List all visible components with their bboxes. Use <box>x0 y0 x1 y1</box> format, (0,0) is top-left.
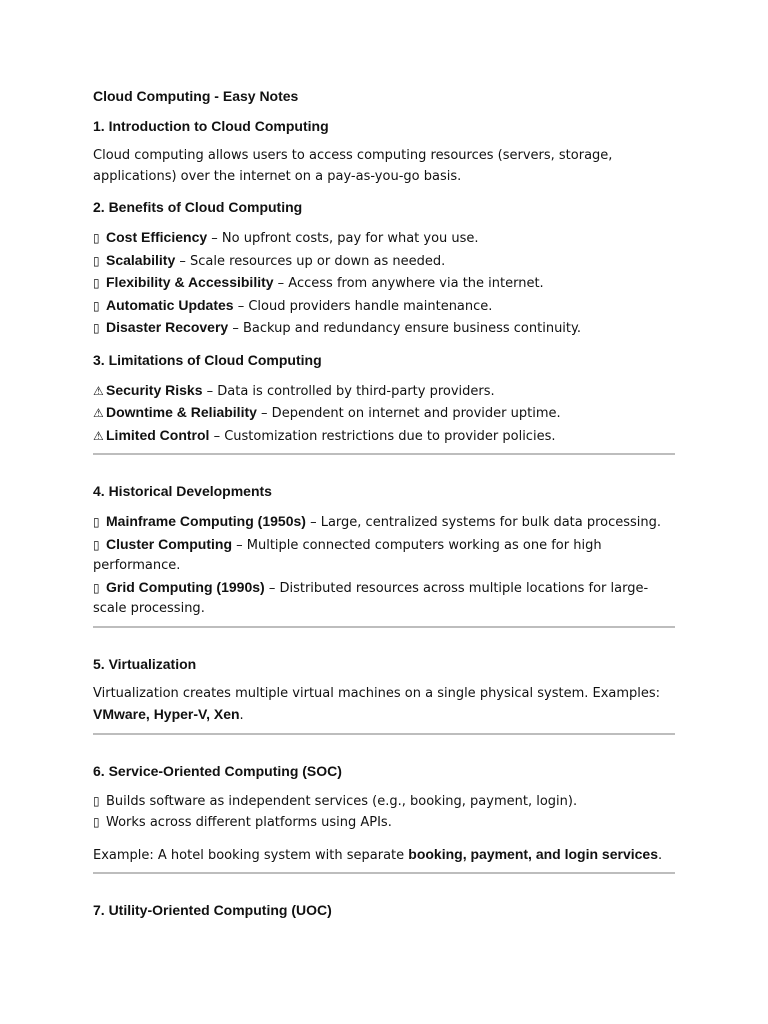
list-item <box>93 511 675 534</box>
soc-example-text: Example: A hotel booking system with separate <box>93 847 409 863</box>
list-item-desc: – Backup and redundancy ensure business continuity. <box>228 321 581 336</box>
section-divider <box>93 872 675 874</box>
section-heading-limitations: 3. Limitations of Cloud Computing <box>93 351 322 368</box>
list-item <box>93 380 675 403</box>
list-item-term: Cluster Computing <box>106 535 232 552</box>
section-heading-soc: 6. Service-Oriented Computing (SOC) <box>93 762 342 779</box>
box-icon: ▯ <box>93 253 100 268</box>
box-icon: ▯ <box>93 537 100 552</box>
list-item <box>93 534 675 577</box>
introduction-paragraph: Cloud computing allows users to access computing resources (servers, storage, applications) over the internet on a pay-as-you-go basis. <box>93 148 613 184</box>
list-item-desc: – Scale resources up or down as needed. <box>175 253 446 269</box>
historical-list <box>93 511 675 620</box>
warning-icon: ⚠ <box>93 428 104 443</box>
list-item-desc: – Dependent on internet and provider uptime. <box>256 406 561 421</box>
list-item <box>93 425 675 448</box>
soc-list <box>93 791 675 834</box>
list-item-term: Mainframe Computing (1950s) <box>106 513 306 529</box>
virtualization-paragraph <box>93 684 675 727</box>
box-icon: ▯ <box>93 231 100 245</box>
box-icon: ▯ <box>93 298 100 313</box>
list-item-term: Flexibility & Accessibility <box>106 274 274 290</box>
document-page <box>93 86 675 930</box>
section-heading-virtualization: 5. Virtualization <box>93 655 197 672</box>
list-item-term: Downtime & Reliability <box>106 404 257 420</box>
section-heading-benefits: 2. Benefits of Cloud Computing <box>93 199 303 215</box>
list-item-desc: – Cloud providers handle maintenance. <box>233 298 493 314</box>
list-item <box>93 227 675 250</box>
list-item <box>93 791 675 813</box>
warning-icon: ⚠ <box>93 383 104 398</box>
box-icon: ▯ <box>93 793 100 808</box>
list-item-desc: – Multiple connected computers working as one for high performance. <box>93 537 602 573</box>
soc-example-suffix: . <box>658 847 663 863</box>
soc-example-paragraph <box>93 844 675 867</box>
list-item-term: Grid Computing (1990s) <box>106 578 265 595</box>
virtualization-examples: VMware, Hyper-V, Xen <box>93 706 240 722</box>
box-icon: ▯ <box>93 580 100 595</box>
box-icon: ▯ <box>93 515 100 529</box>
section-heading-historical: 4. Historical Developments <box>93 483 272 499</box>
section-heading-introduction: 1. Introduction to Cloud Computing <box>93 118 329 134</box>
list-item-desc: – Customization restrictions due to provider policies. <box>209 428 556 444</box>
soc-example-services: booking, payment, and login services <box>408 845 658 862</box>
list-item-desc: – Large, centralized systems for bulk data processing. <box>305 515 662 530</box>
list-item-desc: – Data is controlled by third-party providers. <box>202 383 495 399</box>
list-item-desc: – Access from anywhere via the internet. <box>273 276 544 291</box>
box-icon: ▯ <box>93 276 100 290</box>
list-item-term: Disaster Recovery <box>106 319 229 335</box>
virtualization-text: Virtualization creates multiple virtual machines on a single physical system. Examples: <box>93 685 661 701</box>
list-item-term: Limited Control <box>106 426 210 443</box>
list-item-term: Cost Efficiency <box>106 229 208 245</box>
section-divider <box>93 453 675 455</box>
list-item <box>93 402 675 425</box>
warning-icon: ⚠ <box>93 406 104 420</box>
virtualization-suffix: . <box>239 708 244 723</box>
list-item-term: Security Risks <box>106 381 203 398</box>
list-item <box>93 577 675 620</box>
list-item-term: Automatic Updates <box>106 296 234 313</box>
benefits-list <box>93 227 675 340</box>
list-item <box>93 317 675 340</box>
list-item-desc: – No upfront costs, pay for what you use. <box>207 231 479 246</box>
list-item <box>93 295 675 318</box>
list-item-desc: – Distributed resources across multiple locations for large-scale processing. <box>93 580 649 616</box>
list-item <box>93 812 675 834</box>
list-item-term: Scalability <box>106 251 176 268</box>
list-item-text: Builds software as independent services (e.g., booking, payment, login). <box>106 793 578 809</box>
section-divider <box>93 626 675 628</box>
box-icon: ▯ <box>93 321 100 335</box>
document-title: Cloud Computing - Easy Notes <box>93 88 299 104</box>
list-item-text: Works across different platforms using APIs. <box>106 815 392 830</box>
list-item <box>93 250 675 273</box>
section-heading-uoc: 7. Utility-Oriented Computing (UOC) <box>93 902 332 918</box>
box-icon: ▯ <box>93 815 100 829</box>
section-divider <box>93 733 675 735</box>
limitations-list <box>93 380 675 448</box>
list-item <box>93 272 675 295</box>
